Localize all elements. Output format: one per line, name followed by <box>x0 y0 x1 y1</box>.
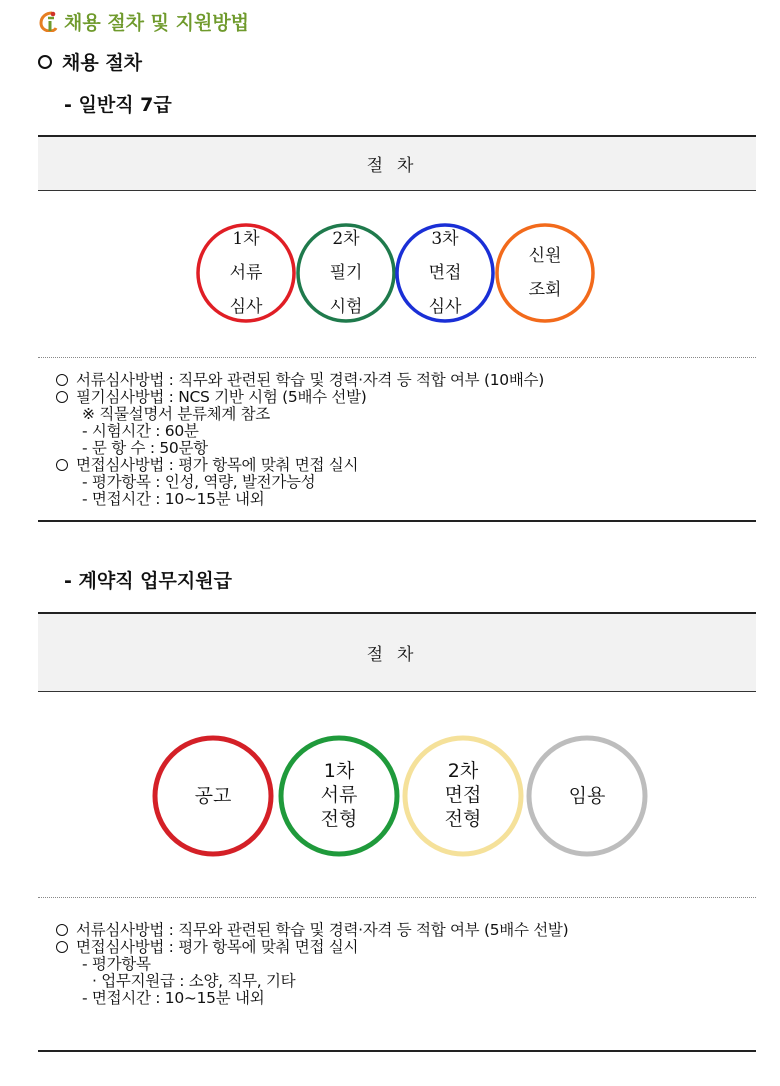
note-line: 필기심사방법 : NCS 기반 시험 (5배수 선발) <box>56 389 756 406</box>
ring-bullet-icon <box>56 924 68 936</box>
table-header: 절차 <box>38 614 756 692</box>
note-line: 서류심사방법 : 직무와 관련된 학습 및 경력·자격 등 적합 여부 (10배수) <box>56 372 756 389</box>
flow-diagram-contract <box>38 692 756 898</box>
procedure-table-general <box>38 135 756 522</box>
section-heading-text: 채용 절차 <box>62 52 143 74</box>
note-line: - 문 항 수 : 50문항 <box>82 439 208 457</box>
flow-circles-svg <box>38 692 756 897</box>
group-heading-contract: - 계약직 업무지원급 <box>64 570 232 592</box>
logo-icon <box>38 10 58 32</box>
step-label-4: 임용 <box>568 785 606 807</box>
ring-bullet-icon <box>56 374 68 386</box>
note-line: 면접심사방법 : 평가 항목에 맞춰 면접 실시 <box>56 939 756 956</box>
flow-circles-svg <box>38 191 756 357</box>
step-label-3: 2차 면접 전형 <box>444 760 482 830</box>
step-label-2: 1차 서류 전형 <box>320 760 358 830</box>
note-line: - 시험시간 : 60분 <box>82 422 199 440</box>
note-line: - 평가항목 <box>82 955 151 973</box>
step-label-2: 2차 필기 시험 <box>329 229 363 317</box>
note-line: - 면접시간 : 10~15분 내외 <box>82 490 265 508</box>
step-label-1: 공고 <box>194 785 232 807</box>
step-label-3: 3차 면접 심사 <box>428 229 462 317</box>
flow-diagram-general <box>38 191 756 358</box>
note-line: 서류심사방법 : 직무와 관련된 학습 및 경력·자격 등 적합 여부 (5배수 선발) <box>56 922 756 939</box>
note-line: ※ 직물설명서 분류체계 참조 <box>82 405 270 423</box>
page-title: 채용 절차 및 지원방법 <box>64 11 250 34</box>
note-line: 면접심사방법 : 평가 항목에 맞춰 면접 실시 <box>56 457 756 474</box>
note-line: - 평가항목 : 인성, 역량, 발전가능성 <box>82 473 316 491</box>
notes-general <box>38 358 756 520</box>
table-header: 절차 <box>38 137 756 191</box>
note-line: · 업무지원급 : 소양, 직무, 기타 <box>92 972 296 990</box>
ring-bullet-icon <box>56 941 68 953</box>
note-line: - 면접시간 : 10~15분 내외 <box>82 989 265 1007</box>
notes-contract <box>38 898 756 1050</box>
group-heading-general: - 일반직 7급 <box>64 94 172 116</box>
step-label-1: 1차 서류 심사 <box>229 229 263 317</box>
section-title <box>38 6 249 36</box>
procedure-table-contract <box>38 612 756 1052</box>
ring-bullet-icon <box>56 391 68 403</box>
step-label-4: 신원 조회 <box>528 246 562 300</box>
ring-bullet-icon <box>56 459 68 471</box>
section-heading <box>38 48 142 75</box>
circle-bullet-icon <box>38 55 52 69</box>
